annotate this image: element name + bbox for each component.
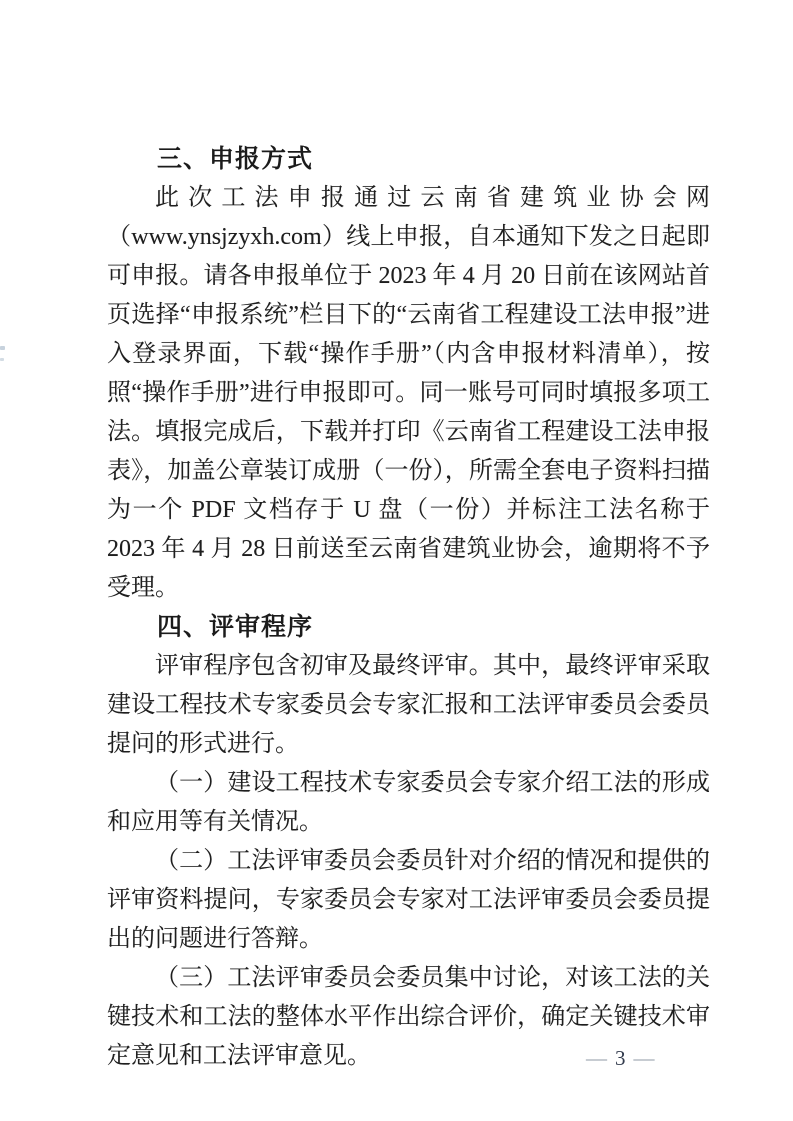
scan-artifact	[0, 346, 5, 350]
document-body	[107, 140, 710, 1076]
paragraph-review-step-2: （二）工法评审委员会委员针对介绍的情况和提供的评审资料提问，专家委员会专家对工法评审委员会委员提出的问题进行答辩。	[107, 848, 710, 952]
page-number-dash-right: —	[633, 1046, 655, 1070]
page-number-value: 3	[615, 1046, 626, 1070]
scan-artifact	[0, 358, 4, 361]
paragraph-review-step-3: （三）工法评审委员会委员集中讨论，对该工法的关键技术和工法的整体水平作出综合评价，确定关键技术审定意见和工法评审意见。	[107, 965, 710, 1069]
section-heading-application-method: 三、申报方式	[157, 145, 314, 173]
paragraph-application-method: 此次工法申报通过云南省建筑业协会网（www.ynsjzyxh.com）线上申报，自本通知下发之日起即可申报。请各申报单位于 2023 年 4 月 20 日前在该网站首页选择“申报系统”栏目下的“云南省工程建设工法申报”进入登录界面，下载“操作手册”（内含申报材料清单），按照“操作手册”进行申报即可。同一账号可同时填报多项工法。填报完成后，下载并打印《云南省工程建设工法申报表》，加盖公章装订成册（一份），所需全套电子资料扫描为一个 PDF 文档存于 U 盘（一份）并标注工法名称于 2023 年 4 月 28 日前送至云南省建筑业协会，逾期将不予受理。	[107, 185, 710, 601]
paragraph-review-step-1: （一）建设工程技术专家委员会专家介绍工法的形成和应用等有关情况。	[107, 770, 710, 835]
page-number-dash-left: —	[586, 1046, 607, 1070]
page-number	[586, 1046, 655, 1070]
section-heading-review-procedure: 四、评审程序	[157, 613, 314, 641]
paragraph-review-overview: 评审程序包含初审及最终评审。其中，最终评审采取建设工程技术专家委员会专家汇报和工法评审委员会委员提问的形式进行。	[107, 653, 710, 757]
